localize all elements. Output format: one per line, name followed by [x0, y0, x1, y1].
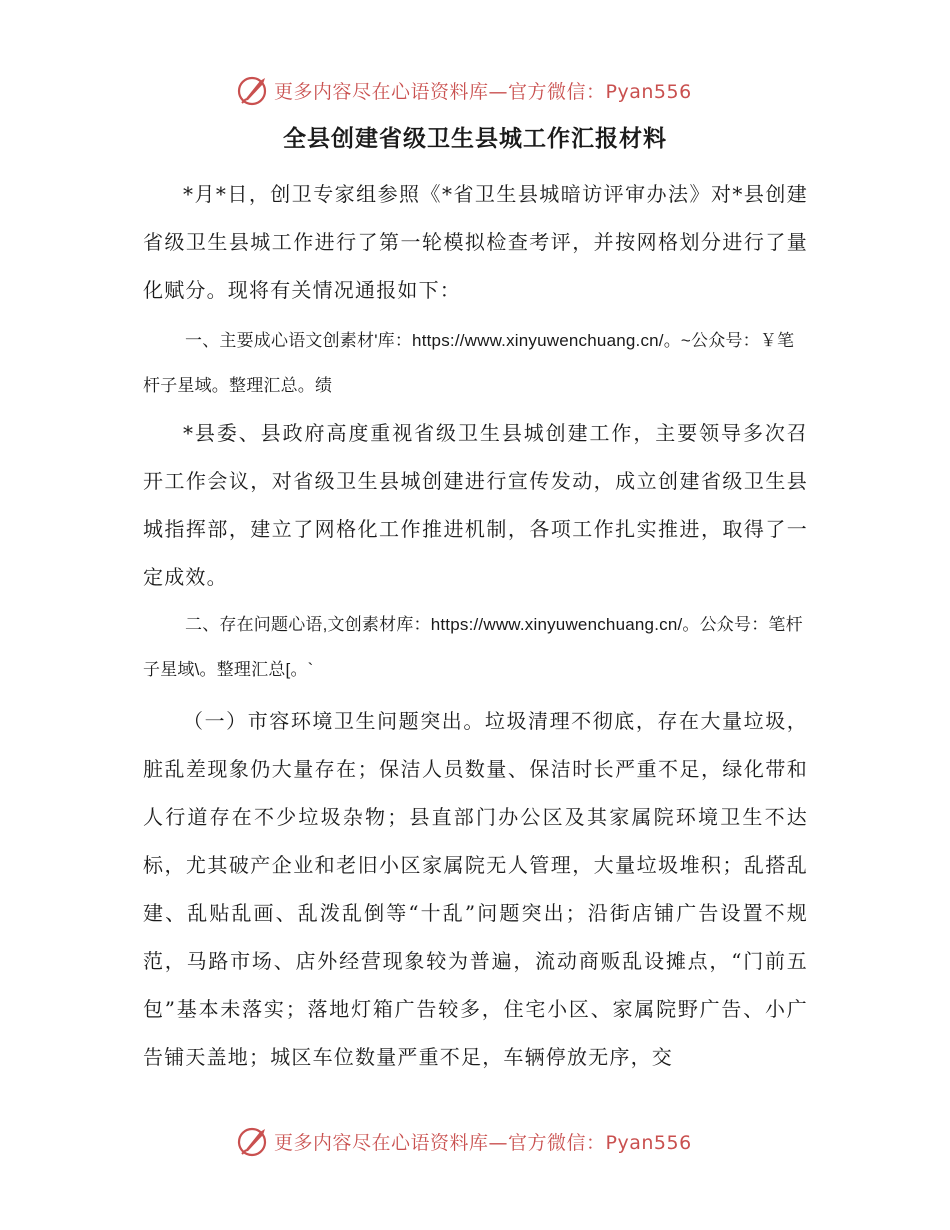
quill-pen-logo-icon — [236, 73, 270, 107]
footer-watermark-banner — [236, 1123, 716, 1159]
intro-paragraph: *月*日，创卫专家组参照《*省卫生县城暗访评审办法》对*县创建省级卫生县城工作进行了第一轮模拟检查考评，并按网格划分进行了量化赋分。现将有关情况通报如下： — [143, 182, 808, 302]
document-title: 全县创建省级卫生县城工作汇报材料 — [283, 125, 667, 152]
quill-pen-logo-icon — [236, 1124, 270, 1158]
header-watermark-banner — [236, 72, 716, 108]
section-heading-achievements: 一、主要成心语文创素材'库：https://www.xinyuwenchuang.cn/。~公众号：￥笔杆子星域。整理汇总。绩 — [143, 331, 795, 395]
section-heading-problems: 二、存在问题心语,文创素材库：https://www.xinyuwenchuang.cn/。公众号：笔杆子星域\。整理汇总[。` — [143, 615, 803, 679]
banner-text: 更多内容尽在心语资料库—官方微信：Pyan556 — [274, 1131, 692, 1154]
banner-text: 更多内容尽在心语资料库—官方微信：Pyan556 — [274, 80, 692, 103]
achievements-paragraph: *县委、县政府高度重视省级卫生县城创建工作，主要领导多次召开工作会议，对省级卫生县城创建进行宣传发动，成立创建省级卫生县城指挥部，建立了网格化工作推进机制，各项工作扎实推进，取得了一定成效。 — [143, 421, 808, 589]
problem-paragraph-1: （一）市容环境卫生问题突出。垃圾清理不彻底，存在大量垃圾，脏乱差现象仍大量存在；保洁人员数量、保洁时长严重不足，绿化带和人行道存在不少垃圾杂物；县直部门办公区及其家属院环境卫生不达标，尤其破产企业和老旧小区家属院无人管理，大量垃圾堆积；乱搭乱建、乱贴乱画、乱泼乱倒等“十乱”问题突出；沿街店铺广告设置不规范，马路市场、店外经营现象较为普遍，流动商贩乱设摊点，“门前五包”基本未落实；落地灯箱广告较多，住宅小区、家属院野广告、小广告铺天盖地；城区车位数量严重不足，车辆停放无序，交 — [143, 709, 808, 1069]
